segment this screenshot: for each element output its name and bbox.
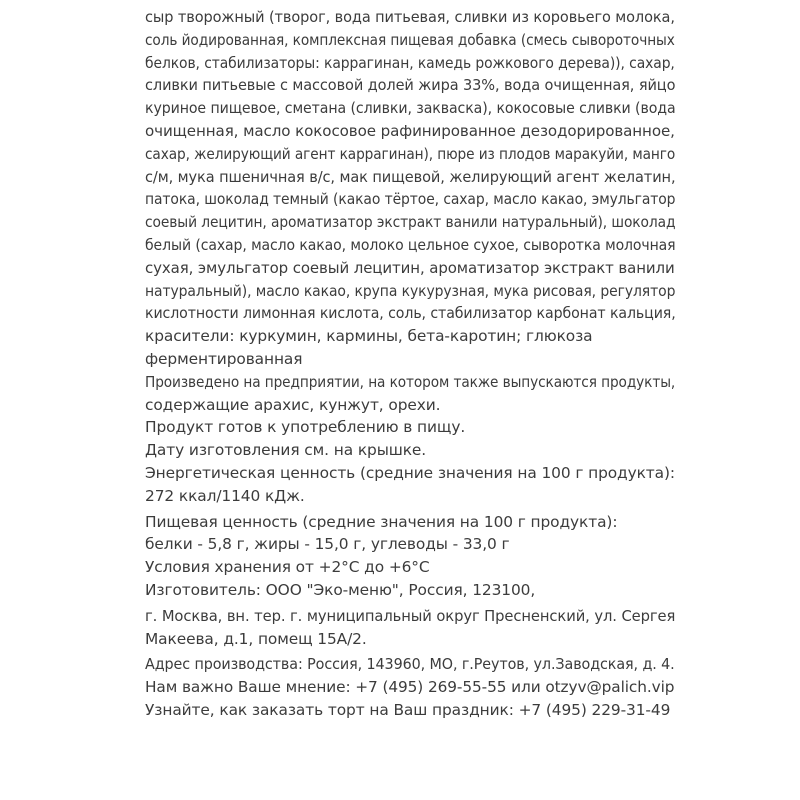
ingredients-line: кислотности лимонная кислота, соль, стабилизатор карбонат кальция, (145, 304, 676, 323)
nutrition-heading: Пищевая ценность (средние значения на 100 г продукта): (145, 512, 618, 531)
manufacturer-line: г. Москва, вн. тер. г. муниципальный округ Пресненский, ул. Сергея (145, 606, 676, 625)
allergen-notice (145, 371, 675, 417)
ingredients-line: сухая, эмульгатор соевый лецитин, ароматизатор экстракт ванили (145, 258, 675, 277)
print-fade (0, 730, 800, 800)
label-text (145, 6, 675, 722)
ingredients-line: очищенная, масло кокосовое рафинированное дезодорированное, (145, 121, 675, 140)
manufacturer-line: Макеева, д.1, помещ 15А/2. (145, 629, 367, 648)
energy-value: 272 ккал/1140 кДж. (145, 486, 305, 505)
ingredients-line: куриное пищевое, сметана (сливки, закваска), кокосовые сливки (вода (145, 99, 676, 118)
storage-conditions: Условия хранения от +2°С до +6°С (145, 558, 430, 577)
ingredients-line: соевый лецитин, ароматизатор экстракт ванили натуральный), шоколад (145, 213, 676, 232)
ingredients-line: с/м, мука пшеничная в/с, мак пищевой, желирующий агент желатин, (145, 167, 676, 186)
ingredients-line: сыр творожный (творог, вода питьевая, сливки из коровьего молока, (145, 8, 675, 26)
allergen-line: содержащие арахис, кунжут, орехи. (145, 395, 441, 414)
ingredients-line: натуральный), масло какао, крупа кукурузная, мука рисовая, регулятор (145, 281, 676, 300)
ingredients-line: сливки питьевые с массовой долей жира 33%, вода очищенная, яйцо (145, 76, 676, 95)
ingredients-line: патока, шоколад темный (какао тёртое, сахар, масло какао, эмульгатор (145, 190, 676, 209)
ingredients-line: ферментированная (145, 349, 303, 368)
ingredients-line: белков, стабилизаторы: каррагинан, камедь рожкового дерева)), сахар, (145, 53, 675, 72)
production-address: Адрес производства: Россия, 143960, МО, г.Реутов, ул.Заводская, д. 4. (145, 655, 675, 674)
feedback-contact: Нам важно Ваше мнение: +7 (495) 269-55-55 или otzyv@palich.vip (145, 678, 675, 697)
order-contact: Узнайте, как заказать торт на Ваш праздник: +7 (495) 229-31-49 (145, 700, 671, 719)
ingredients-line: сахар, желирующий агент каррагинан), пюре из плодов маракуйи, манго (145, 144, 676, 163)
manufacturer-line: Изготовитель: ООО "Эко-меню", Россия, 123100, (145, 580, 536, 599)
ingredients-line: белый (сахар, масло какао, молоко цельное сухое, сыворотка молочная (145, 235, 676, 254)
ready-to-eat-note: Продукт готов к употреблению в пищу. (145, 418, 466, 437)
ingredients-line: красители: куркумин, кармины, бета-каротин; глюкоза (145, 327, 593, 346)
production-date-note: Дату изготовления см. на крышке. (145, 441, 427, 460)
allergen-line: Произведено на предприятии, на котором также выпускаются продукты, (145, 372, 676, 391)
energy-heading: Энергетическая ценность (средние значения на 100 г продукта): (145, 463, 675, 482)
nutrition-values: белки - 5,8 г, жиры - 15,0 г, углеводы - 33,0 г (145, 535, 510, 554)
ingredients-block (145, 6, 675, 371)
ingredients-line: соль йодированная, комплексная пищевая добавка (смесь сывороточных (145, 30, 675, 49)
